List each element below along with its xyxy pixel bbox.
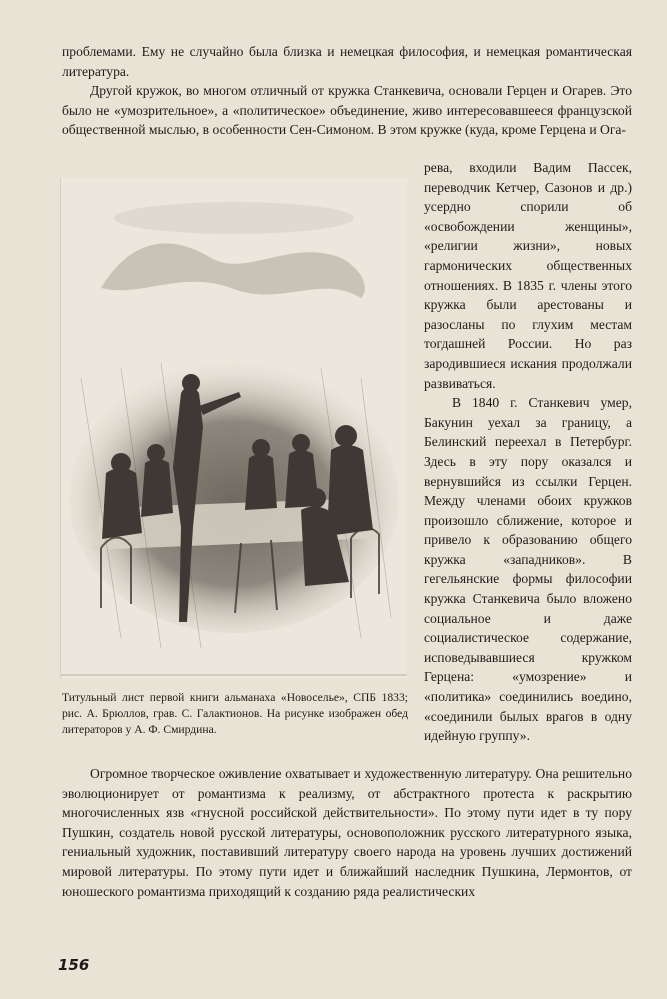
right-column-paragraph-2: В 1840 г. Станкевич умер, Бакунин уехал за границу, а Белинский переехал в Петербург. Здесь в эту пору оказался и вернувшийся из ссылки Герцен. Между членами обоих кружков произошло сближение, которое и привело к образованию общего кружка «западников». В гегельянские формы философии кружка Станкевича было вложено социальное и даже социалистическое содержание, исповедывавшиеся кружком Герцена: «умозрение» и «политика» соединились воедино, «соединили былых врагов в одну идейную группу». — [424, 395, 632, 744]
top-text-block — [62, 42, 632, 140]
figure-caption: Титульный лист первой книги альманаха «Новоселье», СПБ 1833; рис. А. Брюллов, грав. С. Галактионов. На рисунке изображен обед литераторов у А. Ф. Смирдина. — [62, 691, 408, 736]
right-column-paragraph-1: рева, входили Вадим Пассек, переводчик Кетчер, Сазонов и др.) усердно спорили об «освобождении женщины», «религии жизни», новых гармонических общественных отношениях. В 1835 г. члены этого кружка были арестованы и разосланы по глухим местам тогдашней России. Но раз зародившиеся искания продолжали развиваться. — [424, 160, 632, 391]
paragraph-4: Огромное творческое оживление охватывает и художественную литературу. Она решительно эволюционирует от романтизма к реализму, от абстрактного протеста к раскрытию многочисленных язв «гнусной российской действительности». По этому пути идет в ту пору Пушкин, создатель новой русской литературы, основоположник русского литературного языка, гениальный художник, поставивший литературу своего народа на уровень лучших достижений мировой литературы. По этому пути идет и ближайший наследник Пушкина, Лермонтов, от юношеского романтизма приходящий к созданию ряда реалистических — [62, 766, 632, 899]
page-number: 156 — [58, 956, 90, 974]
engraving-illustration — [60, 178, 407, 678]
paragraph-1: проблемами. Ему не случайно была близка и немецкая философия, и немецкая романтическая литература. — [62, 44, 632, 79]
engraving-image — [61, 178, 407, 678]
right-column-text — [424, 158, 632, 746]
bottom-text-block — [62, 764, 632, 901]
paragraph-2-head: Другой кружок, во многом отличный от кружка Станкевича, основали Герцен и Огарев. Это было не «умозрительное», а «политическое» объединение, живо интересовавшееся французской общественной мыслью, в особенности Сен-Симоном. В этом кружке (куда, кроме Герцена и Ога- — [62, 83, 632, 138]
